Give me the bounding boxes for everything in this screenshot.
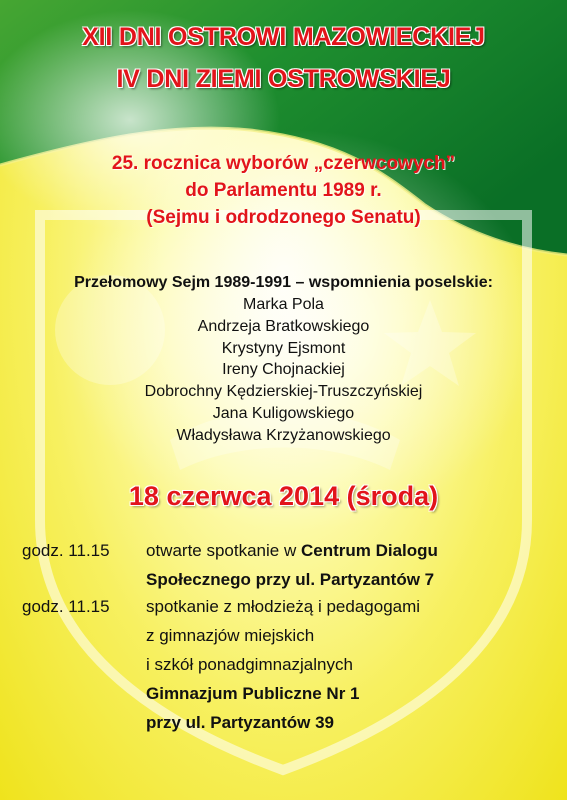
festival-title-line-1: XII DNI OSTROWI MAZOWIECKIEJ [82,23,485,51]
speaker-name: Władysława Krzyżanowskiego [176,426,391,444]
speaker-name: Krystyny Ejsmont [221,339,346,357]
speaker-name: Andrzeja Bratkowskiego [197,317,370,335]
anniversary-block [0,150,567,231]
venue-address: Społecznego przy ul. Partyzantów 7 [146,570,435,589]
schedule-text: z gimnazjów miejskich [146,626,315,645]
anniversary-line-1: 25. rocznica wyborów „czerwcowych” [111,153,456,174]
speaker-name: Dobrochny Kędzierskiej-Truszczyńskiej [144,383,423,401]
memories-heading: Przełomowy Sejm 1989-1991 – wspomnienia poselskie: [74,274,493,291]
speaker-name: Jana Kuligowskiego [212,404,355,422]
schedule-time: godz. 11.15 [22,597,110,616]
venue-name: Gimnazjum Publiczne Nr 1 [146,684,360,703]
speaker-name: Marka Pola [243,296,324,313]
schedule-text: i szkół ponadgimnazjalnych [146,655,353,674]
schedule-description [146,592,420,737]
memories-block [0,272,567,447]
festival-title-line-2: IV DNI ZIEMI OSTROWSKIEJ [116,65,451,93]
anniversary-line-2: do Parlamentu 1989 r. [185,180,382,201]
schedule-time: godz. 11.15 [22,541,110,560]
speaker-name: Ireny Chojnackiej [222,361,345,379]
event-date: 18 czerwca 2014 (środa) [128,481,439,511]
anniversary-line-3: (Sejmu i odrodzonego Senatu) [146,207,421,228]
schedule-text: otwarte spotkanie w [146,541,301,560]
schedule-description [146,536,438,594]
schedule-text: spotkanie z młodzieżą i pedagogami [146,597,421,616]
venue-name: Centrum Dialogu [300,541,438,560]
venue-address: przy ul. Partyzantów 39 [146,713,334,732]
